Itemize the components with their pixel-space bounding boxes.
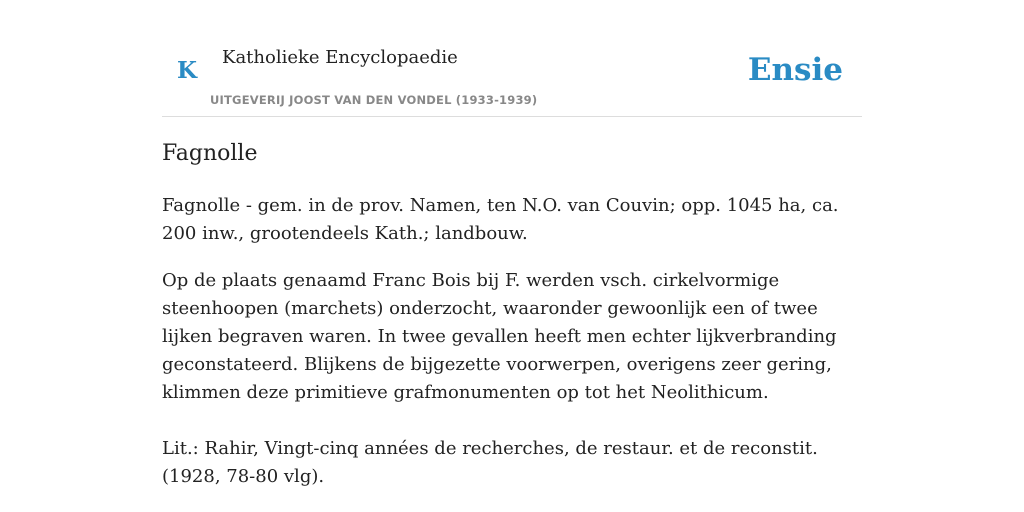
- encyclopedia-logo-k[interactable]: K: [177, 57, 197, 84]
- article-title: Fagnolle: [162, 141, 258, 166]
- ensie-logo-link[interactable]: Ensie: [747, 52, 843, 88]
- publisher-subtitle: UITGEVERIJ JOOST VAN DEN VONDEL (1933-1939): [210, 93, 538, 107]
- article: [162, 138, 862, 491]
- literature-reference: Lit.: Rahir, Vingt-cinq années de recherches, de restaur. et de reconstit. (1928, 78-80 vlg).: [162, 438, 818, 487]
- article-paragraph: Fagnolle - gem. in de prov. Namen, ten N.O. van Couvin; opp. 1045 ha, ca. 200 inw., grootendeels Kath.; landbouw.: [162, 195, 839, 244]
- article-paragraph: Op de plaats genaamd Franc Bois bij F. werden vsch. cirkelvormige steenhoopen (marchets) onderzocht, waaronder gewoonlijk een of twee lijken begraven waren. In twee gevallen heeft men echter lijkverbranding geconstateerd. Blijkens de bijgezette voorwerpen, overigens zeer gering, klimmen deze primitieve grafmonumenten op tot het Neolithicum.: [162, 270, 837, 403]
- site-header: [162, 0, 862, 117]
- encyclopedia-title-link[interactable]: Katholieke Encyclopaedie: [222, 47, 458, 68]
